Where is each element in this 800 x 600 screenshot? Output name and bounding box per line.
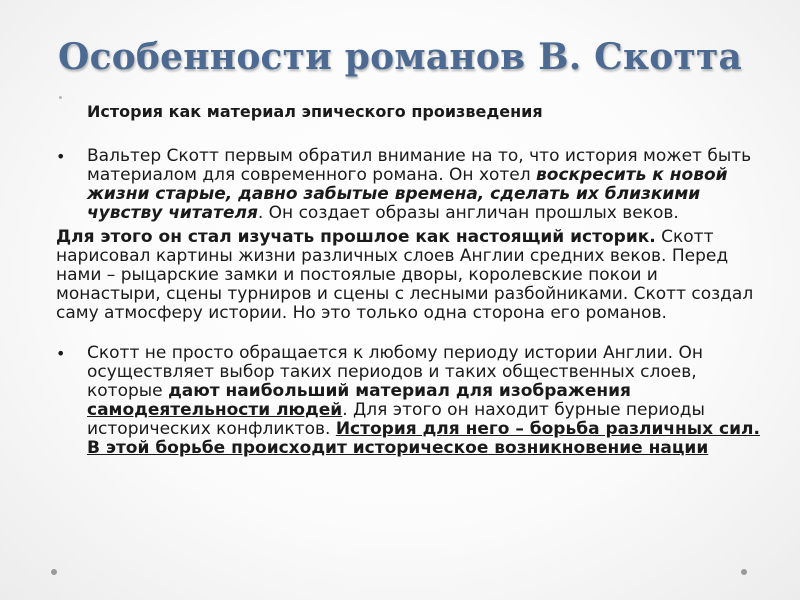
intro-text: Вальтер Скотт первым обратил внимание на то, что история может быть материалом для современного романа. Он хотел [87,146,752,185]
decorative-dot-left [51,569,57,575]
empty-bullet [58,92,72,104]
paragraph-periods [56,344,762,458]
periods-underlined: самодеятельности людей [87,400,343,420]
periods-text: Скотт не просто обращается к любому периоду истории Англии. Он осуществляет выбор таких периодов и таких общественных слоев, которые [87,343,703,401]
slide-title: Особенности романов В. Скотта [58,36,742,78]
intro-text-end: . Он создает образы англичан прошлых веков. [257,203,679,223]
bullet-point: • [56,147,66,166]
bullet-point: • [56,344,66,363]
periods-conclusion: История для него – борьба различных сил. В этой борьбе происходит историческое возникновение нации [87,419,760,458]
periods-text-mid: . Для этого он находит бурные периоды исторических конфликтов. [87,400,705,439]
periods-bold: дают наибольший материал для изображения [168,381,631,401]
intro-emphasis: воскресить к новой жизни старые, давно забытые времена, сделать их близкими чувству читателя [87,165,728,223]
paragraph-heading [56,92,762,122]
paragraph-intro [56,147,762,223]
decorative-dot-right [741,569,747,575]
section-heading: История как материал эпического произведения [87,102,543,121]
historian-bold: Для этого он стал изучать прошлое как настоящий историк. [56,227,656,247]
paragraph-historian [56,228,762,323]
historian-text: Скотт нарисовал картины жизни различных слоев Англии средних веков. Перед нами – рыцарские замки и постоялые дворы, королевские покои и монастыри, сцены турниров и сцены с лесными разбойниками. Скотт создал саму атмосферу истории. Но это только одна сторона его романов. [56,227,754,323]
slide-body [56,92,762,458]
